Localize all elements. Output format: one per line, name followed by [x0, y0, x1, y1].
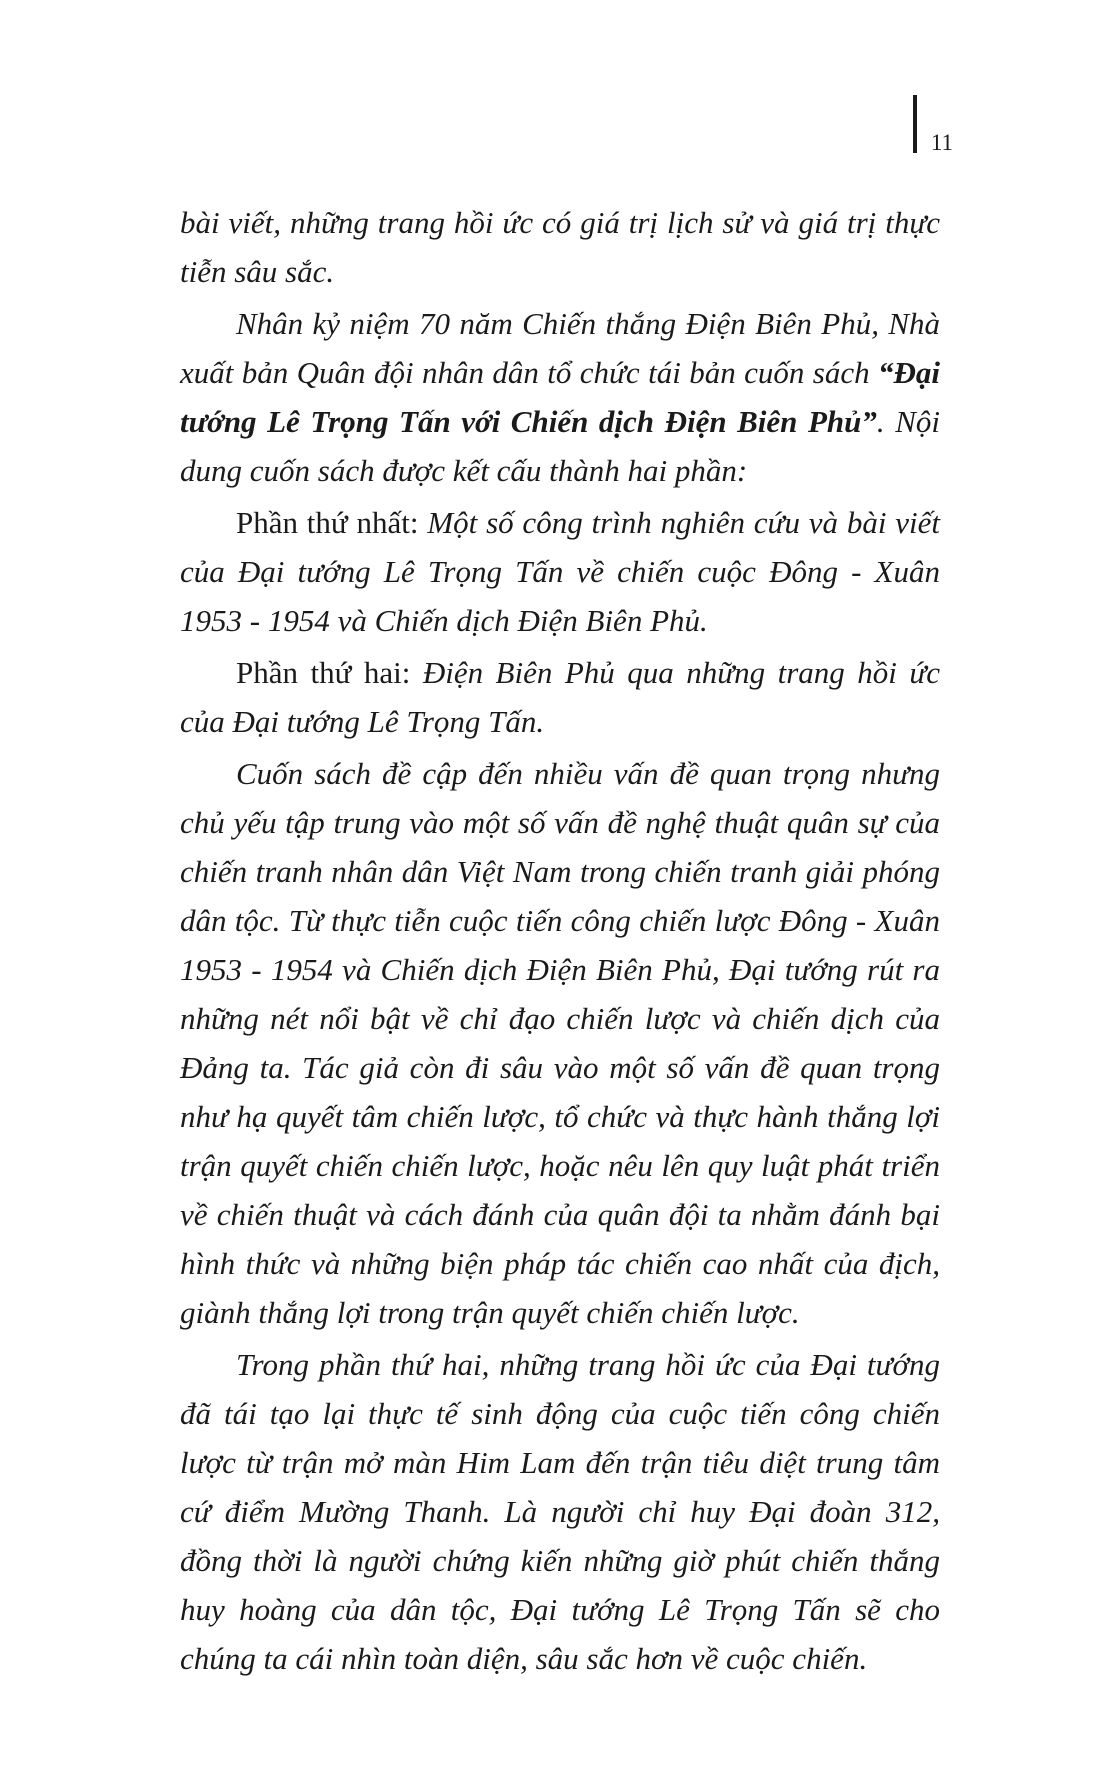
paragraph-part-one: [180, 498, 940, 645]
part-two-label: Phần thứ hai:: [236, 655, 411, 690]
page-header: [913, 95, 953, 155]
paragraph-part-two: [180, 648, 940, 746]
paragraph-book-content: Cuốn sách đề cập đến nhiều vấn đề quan trọng nhưng chủ yếu tập trung vào một số vấn đề nghệ thuật quân sự của chiến tranh nhân dân Việt Nam trong chiến tranh giải phóng dân tộc. Từ thực tiễn cuộc tiến công chiến lược Đông - Xuân 1953 - 1954 và Chiến dịch Điện Biên Phủ, Đại tướng rút ra những nét nổi bật về chỉ đạo chiến lược và chiến dịch của Đảng ta. Tác giả còn đi sâu vào một số vấn đề quan trọng như hạ quyết tâm chiến lược, tổ chức và thực hành thắng lợi trận quyết chiến chiến lược, hoặc nêu lên quy luật phát triển về chiến thuật và cách đánh của quân đội ta nhằm đánh bại hình thức và những biện pháp tác chiến cao nhất của địch, giành thắng lợi trong trận quyết chiến chiến lược.: [180, 756, 940, 1330]
part-two-text: Điện Biên Phủ qua những trang hồi ức của Đại tướng Lê Trọng Tấn.: [180, 655, 940, 739]
page-number: 11: [930, 130, 953, 155]
header-rule: [913, 95, 917, 153]
part-one-text: Một số công trình nghiên cứu và bài viết của Đại tướng Lê Trọng Tấn về chiến cuộc Đông - Xuân 1953 - 1954 và Chiến dịch Điện Biên Phủ.: [180, 505, 940, 638]
paragraph-memoirs: Trong phần thứ hai, những trang hồi ức của Đại tướng đã tái tạo lại thực tế sinh động của cuộc tiến công chiến lược từ trận mở màn Him Lam đến trận tiêu diệt trung tâm cứ điểm Mường Thanh. Là người chỉ huy Đại đoàn 312, đồng thời là người chứng kiến những giờ phút chiến thắng huy hoàng của dân tộc, Đại tướng Lê Trọng Tấn sẽ cho chúng ta cái nhìn toàn diện, sâu sắc hơn về cuộc chiến.: [180, 1347, 940, 1676]
part-one-label: Phần thứ nhất:: [236, 505, 419, 540]
book-title: “Đại tướng Lê Trọng Tấn với Chiến dịch Điện Biên Phủ”: [180, 355, 940, 439]
body-text: [180, 198, 940, 1686]
paragraph-reprint-tail: . Nội dung cuốn sách được kết cấu thành hai phần:: [180, 404, 940, 488]
paragraph-reprint-lead: Nhân kỷ niệm 70 năm Chiến thắng Điện Biên Phủ, Nhà xuất bản Quân đội nhân dân tổ chức tái bản cuốn sách: [180, 306, 940, 390]
paragraph-continuation: bài viết, những trang hồi ức có giá trị lịch sử và giá trị thực tiễn sâu sắc.: [180, 205, 940, 289]
paragraph-reprint-note: [180, 299, 940, 495]
